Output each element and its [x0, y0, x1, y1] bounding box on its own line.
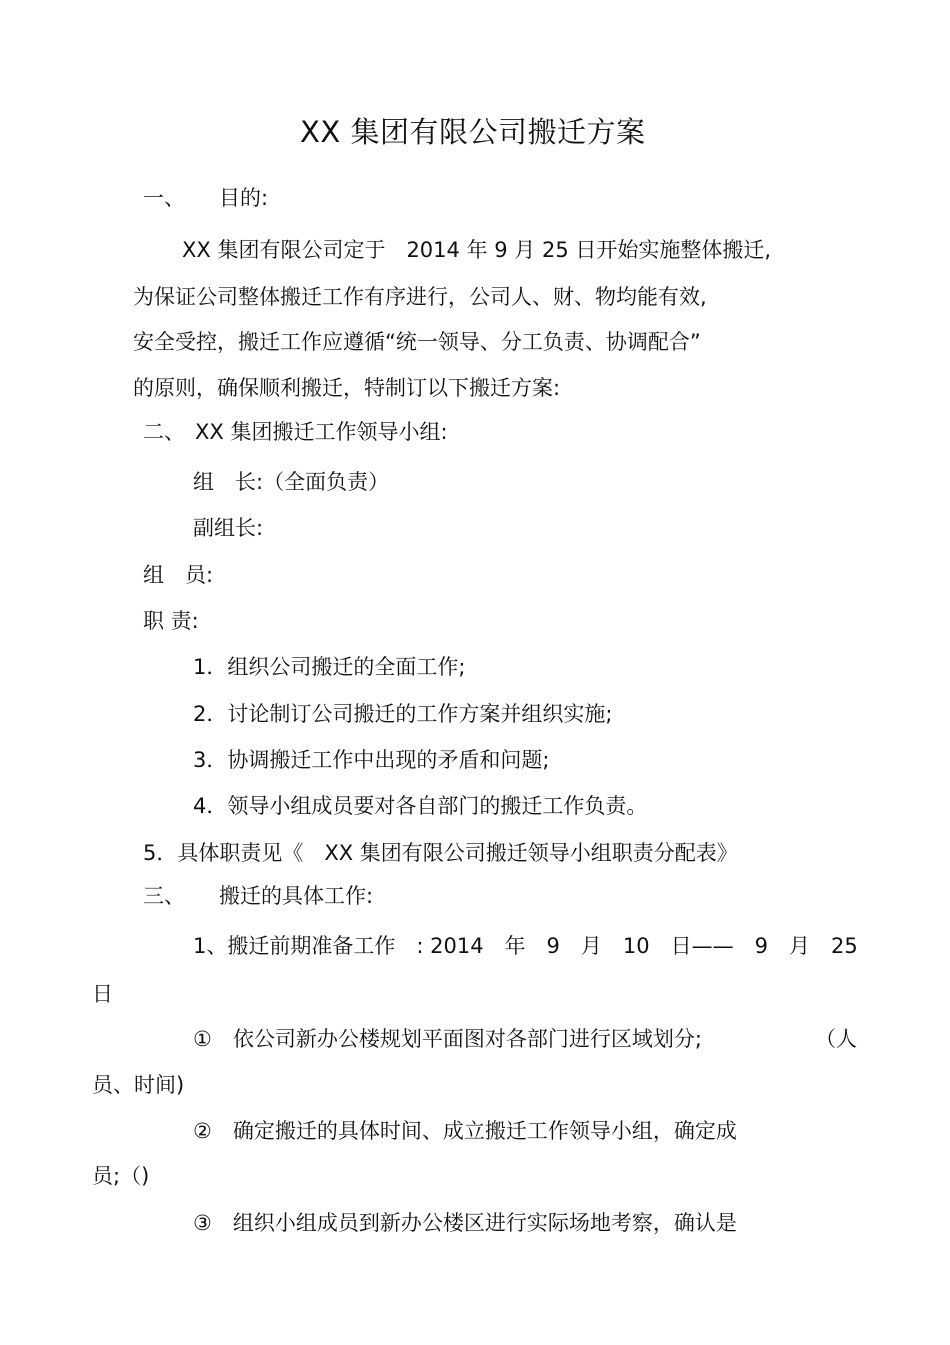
purpose-line-3: 安全受控，搬迁工作应遵循“统一领导、分工负责、协调配合” — [133, 330, 701, 354]
duty-item-2: 2．讨论制订公司搬迁的工作方案并组织实施; — [193, 702, 613, 726]
phase-1-line-1: 1、搬迁前期准备工作 : 2014 年 9 月 10 日—— 9 月 25 — [193, 934, 858, 958]
duty-item-1: 1．组织公司搬迁的全面工作; — [193, 655, 466, 679]
task-item-2-line-2: 员;（) — [92, 1164, 150, 1188]
task-item-1-line-2: 员、时间) — [92, 1073, 185, 1097]
task-item-2-line-1: ② 确定搬迁的具体时间、成立搬迁工作领导小组，确定成 — [193, 1119, 737, 1143]
section-3-heading — [143, 886, 373, 907]
task-item-1-line-1: ① 依公司新办公楼规划平面图对各部门进行区域划分; — [193, 1027, 702, 1051]
task-item-3-line-1: ③ 组织小组成员到新办公楼区进行实际场地考察，确认是 — [193, 1211, 737, 1235]
duty-item-3: 3．协调搬迁工作中出现的矛盾和问题; — [193, 748, 550, 772]
section-3-number: 三、 — [143, 884, 185, 908]
section-2-number: 二、 — [143, 420, 185, 444]
duties-line: 职 责: — [143, 609, 199, 633]
section-3-label: 搬迁的具体工作: — [219, 884, 374, 908]
section-1-number: 一、 — [143, 186, 185, 210]
section-2-label: XX 集团搬迁工作领导小组: — [195, 420, 448, 444]
purpose-line-4: 的原则，确保顺利搬迁，特制订以下搬迁方案: — [133, 376, 561, 400]
task-item-1-note: （人 — [815, 1027, 857, 1051]
members-line: 组 员: — [143, 563, 214, 587]
purpose-line-1: XX 集团有限公司定于 2014 年 9 月 25 日开始实施整体搬迁, — [182, 238, 772, 262]
section-2-heading — [143, 422, 448, 443]
vice-leader-line: 副组长: — [193, 516, 264, 540]
document-title: XX 集团有限公司搬迁方案 — [300, 115, 646, 149]
phase-1-line-2: 日 — [92, 982, 113, 1006]
group-leader-line: 组 长:（全面负责） — [193, 470, 390, 494]
section-1-label: 目的: — [219, 186, 269, 210]
duty-item-4: 4．领导小组成员要对各自部门的搬迁工作负责。 — [193, 794, 648, 818]
purpose-line-2: 为保证公司整体搬迁工作有序进行，公司人、财、物均能有效, — [133, 285, 707, 309]
duty-item-5: 5．具体职责见《 XX 集团有限公司搬迁领导小组职责分配表》 — [143, 841, 738, 865]
section-1-heading — [143, 188, 268, 209]
